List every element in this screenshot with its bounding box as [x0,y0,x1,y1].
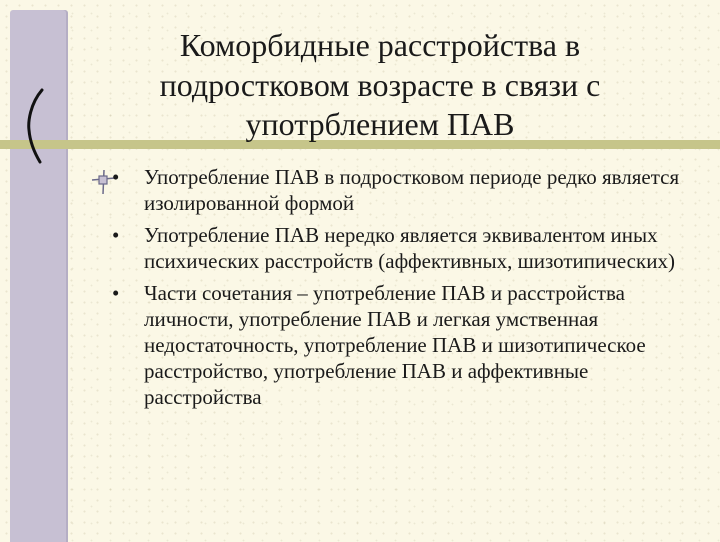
list-item [112,164,692,216]
bullet-list [112,164,692,416]
bullet-text: Части сочетания – употребление ПАВ и расстройства личности, употребление ПАВ и легкая умственная недостаточность, употребление ПАВ и шизотипическое расстройство, употребление ПАВ и аффективные расстройства [144,281,646,410]
bullet-dot: • [112,165,120,189]
bullet-dot: • [112,223,120,248]
bullet-text: Употребление ПАВ нередко является эквивалентом иных психических расстройств (аффективных, шизотипических) [144,223,675,274]
slide-title: Коморбидные расстройства в подростковом возрасте в связи с употрблением ПАВ [159,27,601,143]
bracket-icon [20,88,50,164]
bullet-dot: • [112,281,120,306]
list-item [112,280,692,410]
bullet-text: Употребление ПАВ в подростковом периоде редко является изолированной формой [144,165,680,216]
list-item [112,222,692,274]
